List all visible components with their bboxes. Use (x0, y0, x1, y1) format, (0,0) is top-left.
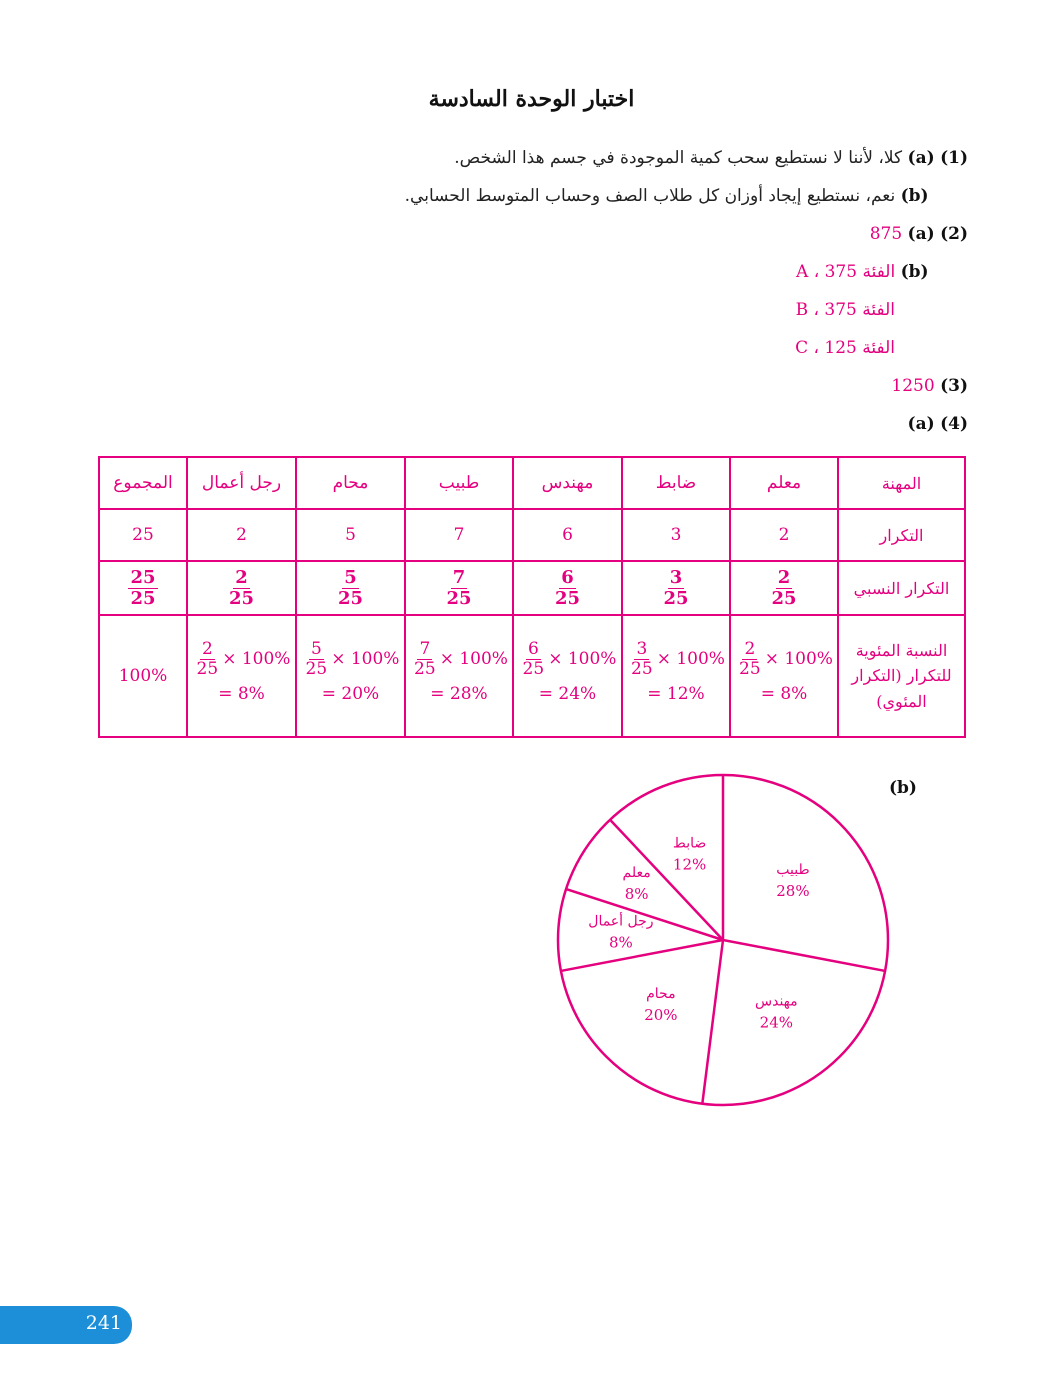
row-label-percent (838, 615, 965, 737)
table-row-frequency (99, 509, 965, 561)
rel-engineer-den: 25 (554, 587, 581, 609)
row-label-percent-2: للتكرار (التكرار (851, 666, 952, 686)
pie-pct-1: 24% (759, 1013, 794, 1032)
rel-officer-den: 25 (663, 587, 689, 609)
rel-teacher (730, 561, 838, 615)
pct-lawyer-den: 25 (305, 659, 328, 680)
col-name-lawyer: محام (296, 457, 405, 509)
rel-officer (622, 561, 730, 615)
page-number: 241 (85, 1312, 122, 1334)
q2-b-label: (b) (900, 262, 929, 282)
row-label-percent-3: المئوي) (876, 691, 927, 711)
freq-teacher: 2 (730, 509, 838, 561)
pct-teacher-times: × 100% (764, 649, 833, 670)
pct-doctor-den: 25 (414, 659, 436, 680)
q3-value: 1250 (891, 376, 935, 396)
pie-label-3: رجل أعمال (588, 913, 654, 930)
q3-number: (3) (940, 376, 968, 396)
q3-line (891, 376, 968, 396)
q2-b-line-2 (796, 300, 895, 320)
pct-engineer-times: × 100% (548, 649, 617, 670)
pct-teacher-num: 2 (744, 639, 756, 660)
q1-a-label: (a) (907, 148, 935, 168)
frequency-table (98, 456, 966, 738)
pct-businessman-result: = 8% (218, 684, 265, 705)
table-row-profession (99, 457, 965, 509)
rel-teacher-den: 25 (771, 587, 797, 609)
row-label-relative: التكرار النسبي (838, 561, 965, 615)
freq-doctor: 7 (405, 509, 513, 561)
pct-doctor-num: 7 (419, 639, 431, 660)
pct-lawyer-times: × 100% (331, 649, 400, 670)
pie-chart (550, 770, 900, 1115)
page-number-tab (0, 1306, 132, 1344)
pie-label-2: محام (646, 986, 676, 1003)
pct-engineer-num: 6 (527, 639, 539, 660)
col-name-doctor: طبيب (405, 457, 513, 509)
rel-teacher-num: 2 (777, 566, 791, 588)
rel-engineer-num: 6 (561, 566, 574, 588)
rel-total (99, 561, 187, 615)
rel-total-num: 25 (130, 566, 156, 588)
pct-businessman (187, 615, 296, 737)
pie-slice-divider-2 (702, 940, 723, 1104)
freq-total: 25 (99, 509, 187, 561)
pct-total (99, 615, 187, 737)
row-label-profession: المهنة (838, 457, 965, 509)
pct-doctor-result: = 28% (430, 684, 488, 705)
q2-number: (2) (940, 224, 968, 244)
pct-officer-times: × 100% (656, 649, 725, 670)
q2-b-value-a: 375 (824, 262, 858, 282)
q1-number: (1) (940, 148, 968, 168)
pct-engineer-result: = 24% (538, 684, 597, 705)
pie-pct-3: 8% (609, 933, 633, 952)
pie-labels (588, 836, 809, 1032)
pct-lawyer-result: = 20% (321, 684, 380, 705)
freq-engineer: 6 (513, 509, 622, 561)
q2-b-value-c: 125 (824, 338, 857, 358)
rel-engineer (513, 561, 622, 615)
q2-a-label: (a) (907, 224, 935, 244)
pie-pct-0: 28% (776, 882, 810, 901)
pct-doctor (405, 615, 513, 737)
table-row-percent (99, 615, 965, 737)
pie-label-1: مهندس (755, 993, 798, 1010)
pct-officer (622, 615, 730, 737)
pie-pct-4: 8% (624, 885, 649, 904)
freq-officer: 3 (622, 509, 730, 561)
freq-lawyer: 5 (296, 509, 405, 561)
pct-engineer (513, 615, 622, 737)
col-name-total: المجموع (99, 457, 187, 509)
pct-businessman-num: 2 (201, 639, 213, 660)
pct-officer-result: = 12% (647, 684, 705, 705)
col-name-engineer: مهندس (513, 457, 622, 509)
rel-doctor (405, 561, 513, 615)
rel-doctor-den: 25 (446, 587, 472, 609)
table-row-relative (99, 561, 965, 615)
q4-line (908, 414, 968, 434)
pie-slice-divider-3 (561, 940, 723, 971)
q4-number: (4) (940, 414, 968, 434)
q2-a-line (870, 224, 968, 244)
col-name-teacher: معلم (730, 457, 838, 509)
pie-slice-divider-1 (723, 940, 885, 971)
rel-lawyer (296, 561, 405, 615)
pie-pct-5: 12% (672, 855, 707, 874)
rel-businessman-num: 2 (235, 566, 248, 588)
q1-b-label: (b) (900, 186, 929, 206)
rel-total-den: 25 (130, 587, 156, 609)
q2-b-sep-c: ، (813, 338, 819, 358)
row-label-frequency: التكرار (838, 509, 965, 561)
pct-lawyer (296, 615, 405, 737)
q2-b-value-b: 375 (824, 300, 857, 320)
q2-b-line-3 (795, 338, 895, 358)
pct-businessman-times: × 100% (222, 649, 291, 670)
pct-lawyer-num: 5 (310, 639, 322, 660)
q2-a-value: 875 (869, 224, 903, 244)
q2-b-sep-b: ، (813, 300, 819, 320)
q4-b-label: (b) (889, 778, 917, 798)
q4-a-label: (a) (907, 414, 935, 434)
rel-businessman-den: 25 (228, 587, 255, 609)
pie-label-0: طبيب (776, 862, 810, 879)
pct-teacher (730, 615, 838, 737)
q1-b-line (405, 186, 968, 206)
pct-total-result: 100% (118, 665, 168, 686)
row-label-percent-1: النسبة المئوية (855, 640, 948, 660)
rel-officer-num: 3 (669, 566, 683, 588)
pct-engineer-den: 25 (522, 659, 545, 680)
pie-label-4: معلم (622, 865, 651, 882)
pct-officer-num: 3 (636, 639, 648, 660)
pct-teacher-result: = 8% (760, 684, 808, 705)
rel-lawyer-den: 25 (337, 587, 364, 609)
pct-officer-den: 25 (631, 659, 653, 680)
q2-b-sep-a: ، (813, 262, 820, 282)
q2-b-line (796, 262, 968, 282)
pct-doctor-times: × 100% (439, 649, 508, 670)
pie-label-5: ضابط (672, 835, 707, 852)
pie-slices (558, 775, 888, 1105)
rel-doctor-num: 7 (452, 566, 466, 588)
rel-businessman (187, 561, 296, 615)
freq-businessman: 2 (187, 509, 296, 561)
rel-lawyer-num: 5 (344, 566, 357, 588)
pct-teacher-den: 25 (739, 659, 761, 680)
q2-b-cat-b: الفئة B (795, 300, 895, 320)
col-name-businessman: رجل أعمال (187, 457, 296, 509)
pie-pct-2: 20% (644, 1006, 678, 1025)
pct-businessman-den: 25 (196, 659, 219, 680)
page-title: اختبار الوحدة السادسة (428, 86, 635, 112)
q1-a-text: كلا، لأننا لا نستطيع سحب كمية الموجودة في جسم هذا الشخص. (454, 148, 903, 168)
q1-a-line (454, 148, 968, 168)
q2-b-cat-a: الفئة A (796, 262, 896, 282)
col-name-officer: ضابط (622, 457, 730, 509)
q2-b-cat-c: الفئة C (795, 338, 895, 358)
q1-b-text: نعم، نستطيع إيجاد أوزان كل طلاب الصف وحساب المتوسط الحسابي. (404, 186, 896, 206)
